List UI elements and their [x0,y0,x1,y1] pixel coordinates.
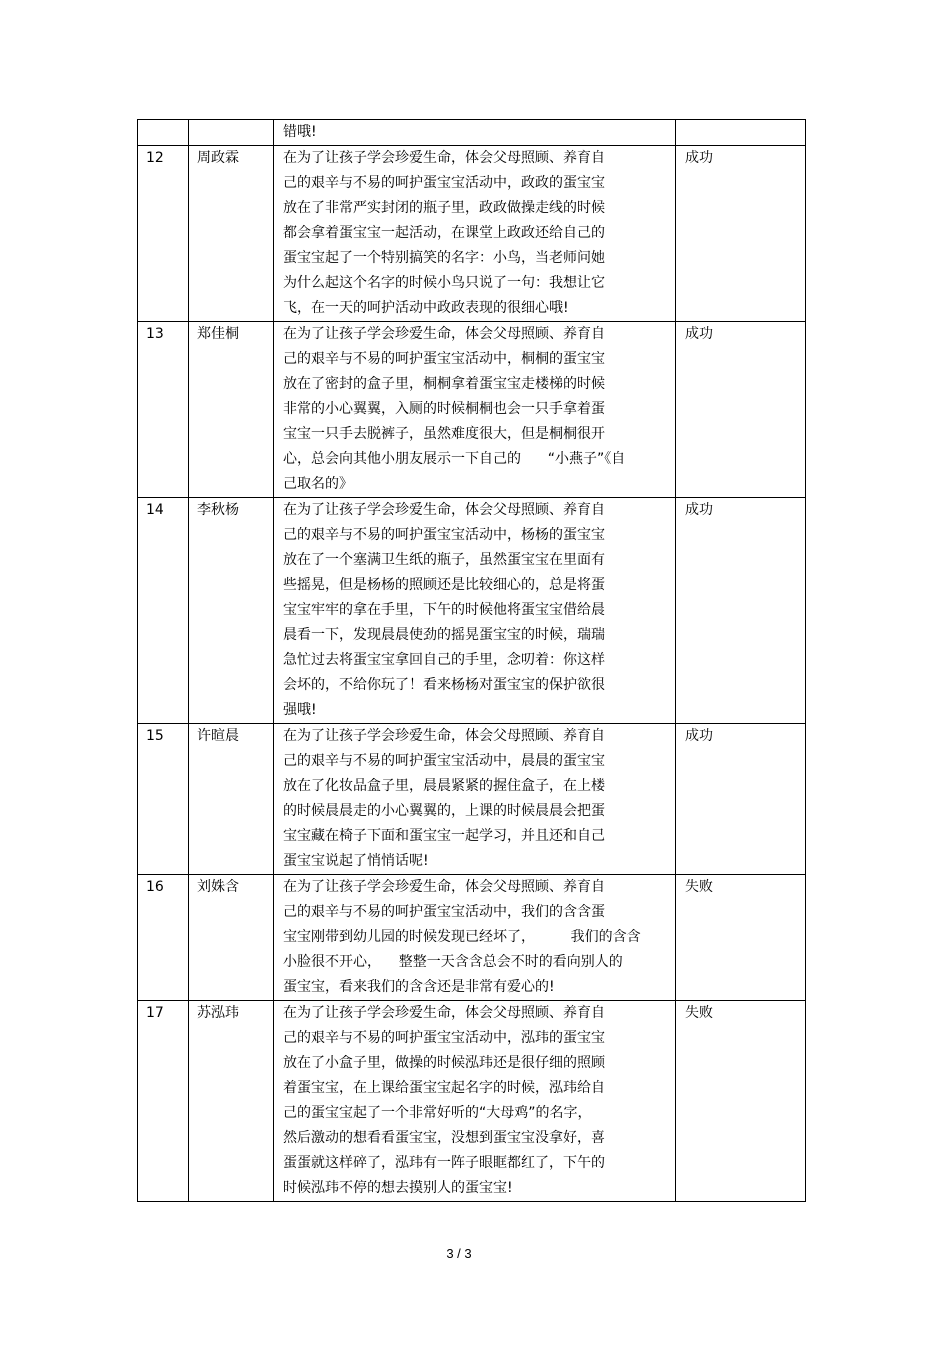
description-line: 己取名的》 [283,476,353,492]
result: 成功 [676,146,806,322]
row-number: 14 [138,498,189,724]
description [274,724,676,875]
description-line: 然后激动的想看看蛋宝宝，没想到蛋宝宝没拿好，喜 [283,1130,605,1146]
description-line: 放在了化妆品盒子里，晨晨紧紧的握住盒子，在上楼 [283,778,605,794]
description-line: 己的艰辛与不易的呵护蛋宝宝活动中，晨晨的蛋宝宝 [283,753,605,769]
result: 成功 [676,322,806,498]
row-number [138,120,189,146]
description-line: 宝宝牢牢的拿在手里，下午的时候他将蛋宝宝借给晨 [283,602,605,618]
description-line: 强哦! [283,702,317,718]
description-line: 在为了让孩子学会珍爱生命，体会父母照顾、养育自 [283,728,605,744]
row-number: 15 [138,724,189,875]
description-line: 宝宝一只手去脱裤子，虽然难度很大，但是桐桐很开 [283,426,605,442]
description-line: 在为了让孩子学会珍爱生命，体会父母照顾、养育自 [283,502,605,518]
child-name: 李秋杨 [189,498,274,724]
result: 失败 [676,875,806,1001]
row-number: 13 [138,322,189,498]
description-line: 己的艰辛与不易的呵护蛋宝宝活动中，泓玮的蛋宝宝 [283,1030,605,1046]
description-line: 飞，在一天的呵护活动中政政表现的很细心哦! [283,300,569,316]
description-line: 错哦! [283,124,317,140]
description-line: 己的蛋宝宝起了一个非常好听的“大母鸡”的名字， [283,1105,592,1121]
description-line: 心，总会向其他小朋友展示一下自己的 “小燕子”《自 [283,451,626,467]
description-line: 放在了小盒子里，做操的时候泓玮还是很仔细的照顾 [283,1055,605,1071]
record-table [137,119,806,1202]
child-name: 郑佳桐 [189,322,274,498]
description-line: 在为了让孩子学会珍爱生命，体会父母照顾、养育自 [283,879,605,895]
description-line: 己的艰辛与不易的呵护蛋宝宝活动中，杨杨的蛋宝宝 [283,527,605,543]
row-number: 17 [138,1001,189,1202]
description-line: 在为了让孩子学会珍爱生命，体会父母照顾、养育自 [283,326,605,342]
child-name: 许暄晨 [189,724,274,875]
description-line: 急忙过去将蛋宝宝拿回自己的手里，念叨着：你这样 [283,652,605,668]
description [274,1001,676,1202]
description-line: 宝宝藏在椅子下面和蛋宝宝一起学习，并且还和自己 [283,828,605,844]
row-number: 16 [138,875,189,1001]
description [274,120,676,146]
description-line: 的时候晨晨走的小心翼翼的，上课的时候晨晨会把蛋 [283,803,605,819]
table-body [138,120,806,1202]
description-line: 会坏的，不给你玩了！看来杨杨对蛋宝宝的保护欲很 [283,677,605,693]
description-line: 己的艰辛与不易的呵护蛋宝宝活动中，我们的含含蛋 [283,904,605,920]
description-line: 在为了让孩子学会珍爱生命，体会父母照顾、养育自 [283,150,605,166]
description-line: 蛋宝宝说起了悄悄话呢! [283,853,429,869]
table-row [138,724,806,875]
description [274,146,676,322]
description-line: 蛋宝宝，看来我们的含含还是非常有爱心的! [283,979,555,995]
result [676,120,806,146]
description-line: 非常的小心翼翼，入厕的时候桐桐也会一只手拿着蛋 [283,401,605,417]
child-name: 刘姝含 [189,875,274,1001]
description-line: 放在了密封的盒子里，桐桐拿着蛋宝宝走楼梯的时候 [283,376,605,392]
result: 失败 [676,1001,806,1202]
description-line: 蛋蛋就这样碎了，泓玮有一阵子眼眶都红了，下午的 [283,1155,605,1171]
description-line: 己的艰辛与不易的呵护蛋宝宝活动中，桐桐的蛋宝宝 [283,351,605,367]
description-line: 小脸很不开心， 整整一天含含总会不时的看向别人的 [283,954,623,970]
page-number: 3 / 3 [446,1246,472,1261]
result: 成功 [676,498,806,724]
description [274,875,676,1001]
description-line: 己的艰辛与不易的呵护蛋宝宝活动中，政政的蛋宝宝 [283,175,605,191]
description-line: 蛋宝宝起了一个特别搞笑的名字：小鸟，当老师问她 [283,250,605,266]
description-line: 些摇晃，但是杨杨的照顾还是比较细心的，总是将蛋 [283,577,605,593]
description-line: 宝宝刚带到幼儿园的时候发现已经坏了， 我们的含含 [283,929,641,945]
child-name: 周政霖 [189,146,274,322]
row-number: 12 [138,146,189,322]
table-row [138,1001,806,1202]
description-line: 在为了让孩子学会珍爱生命，体会父母照顾、养育自 [283,1005,605,1021]
child-name: 苏泓玮 [189,1001,274,1202]
description-line: 为什么起这个名字的时候小鸟只说了一句：我想让它 [283,275,605,291]
description-line: 放在了一个塞满卫生纸的瓶子，虽然蛋宝宝在里面有 [283,552,605,568]
result: 成功 [676,724,806,875]
table-row [138,875,806,1001]
child-name [189,120,274,146]
table-row [138,120,806,146]
description [274,498,676,724]
description-line: 都会拿着蛋宝宝一起活动，在课堂上政政还给自己的 [283,225,605,241]
description [274,322,676,498]
table-row [138,146,806,322]
description-line: 时候泓玮不停的想去摸别人的蛋宝宝! [283,1180,513,1196]
table-row [138,322,806,498]
description-line: 放在了非常严实封闭的瓶子里，政政做操走线的时候 [283,200,605,216]
table-row [138,498,806,724]
description-line: 着蛋宝宝，在上课给蛋宝宝起名字的时候，泓玮给自 [283,1080,605,1096]
description-line: 晨看一下，发现晨晨使劲的摇晃蛋宝宝的时候，瑞瑞 [283,627,605,643]
